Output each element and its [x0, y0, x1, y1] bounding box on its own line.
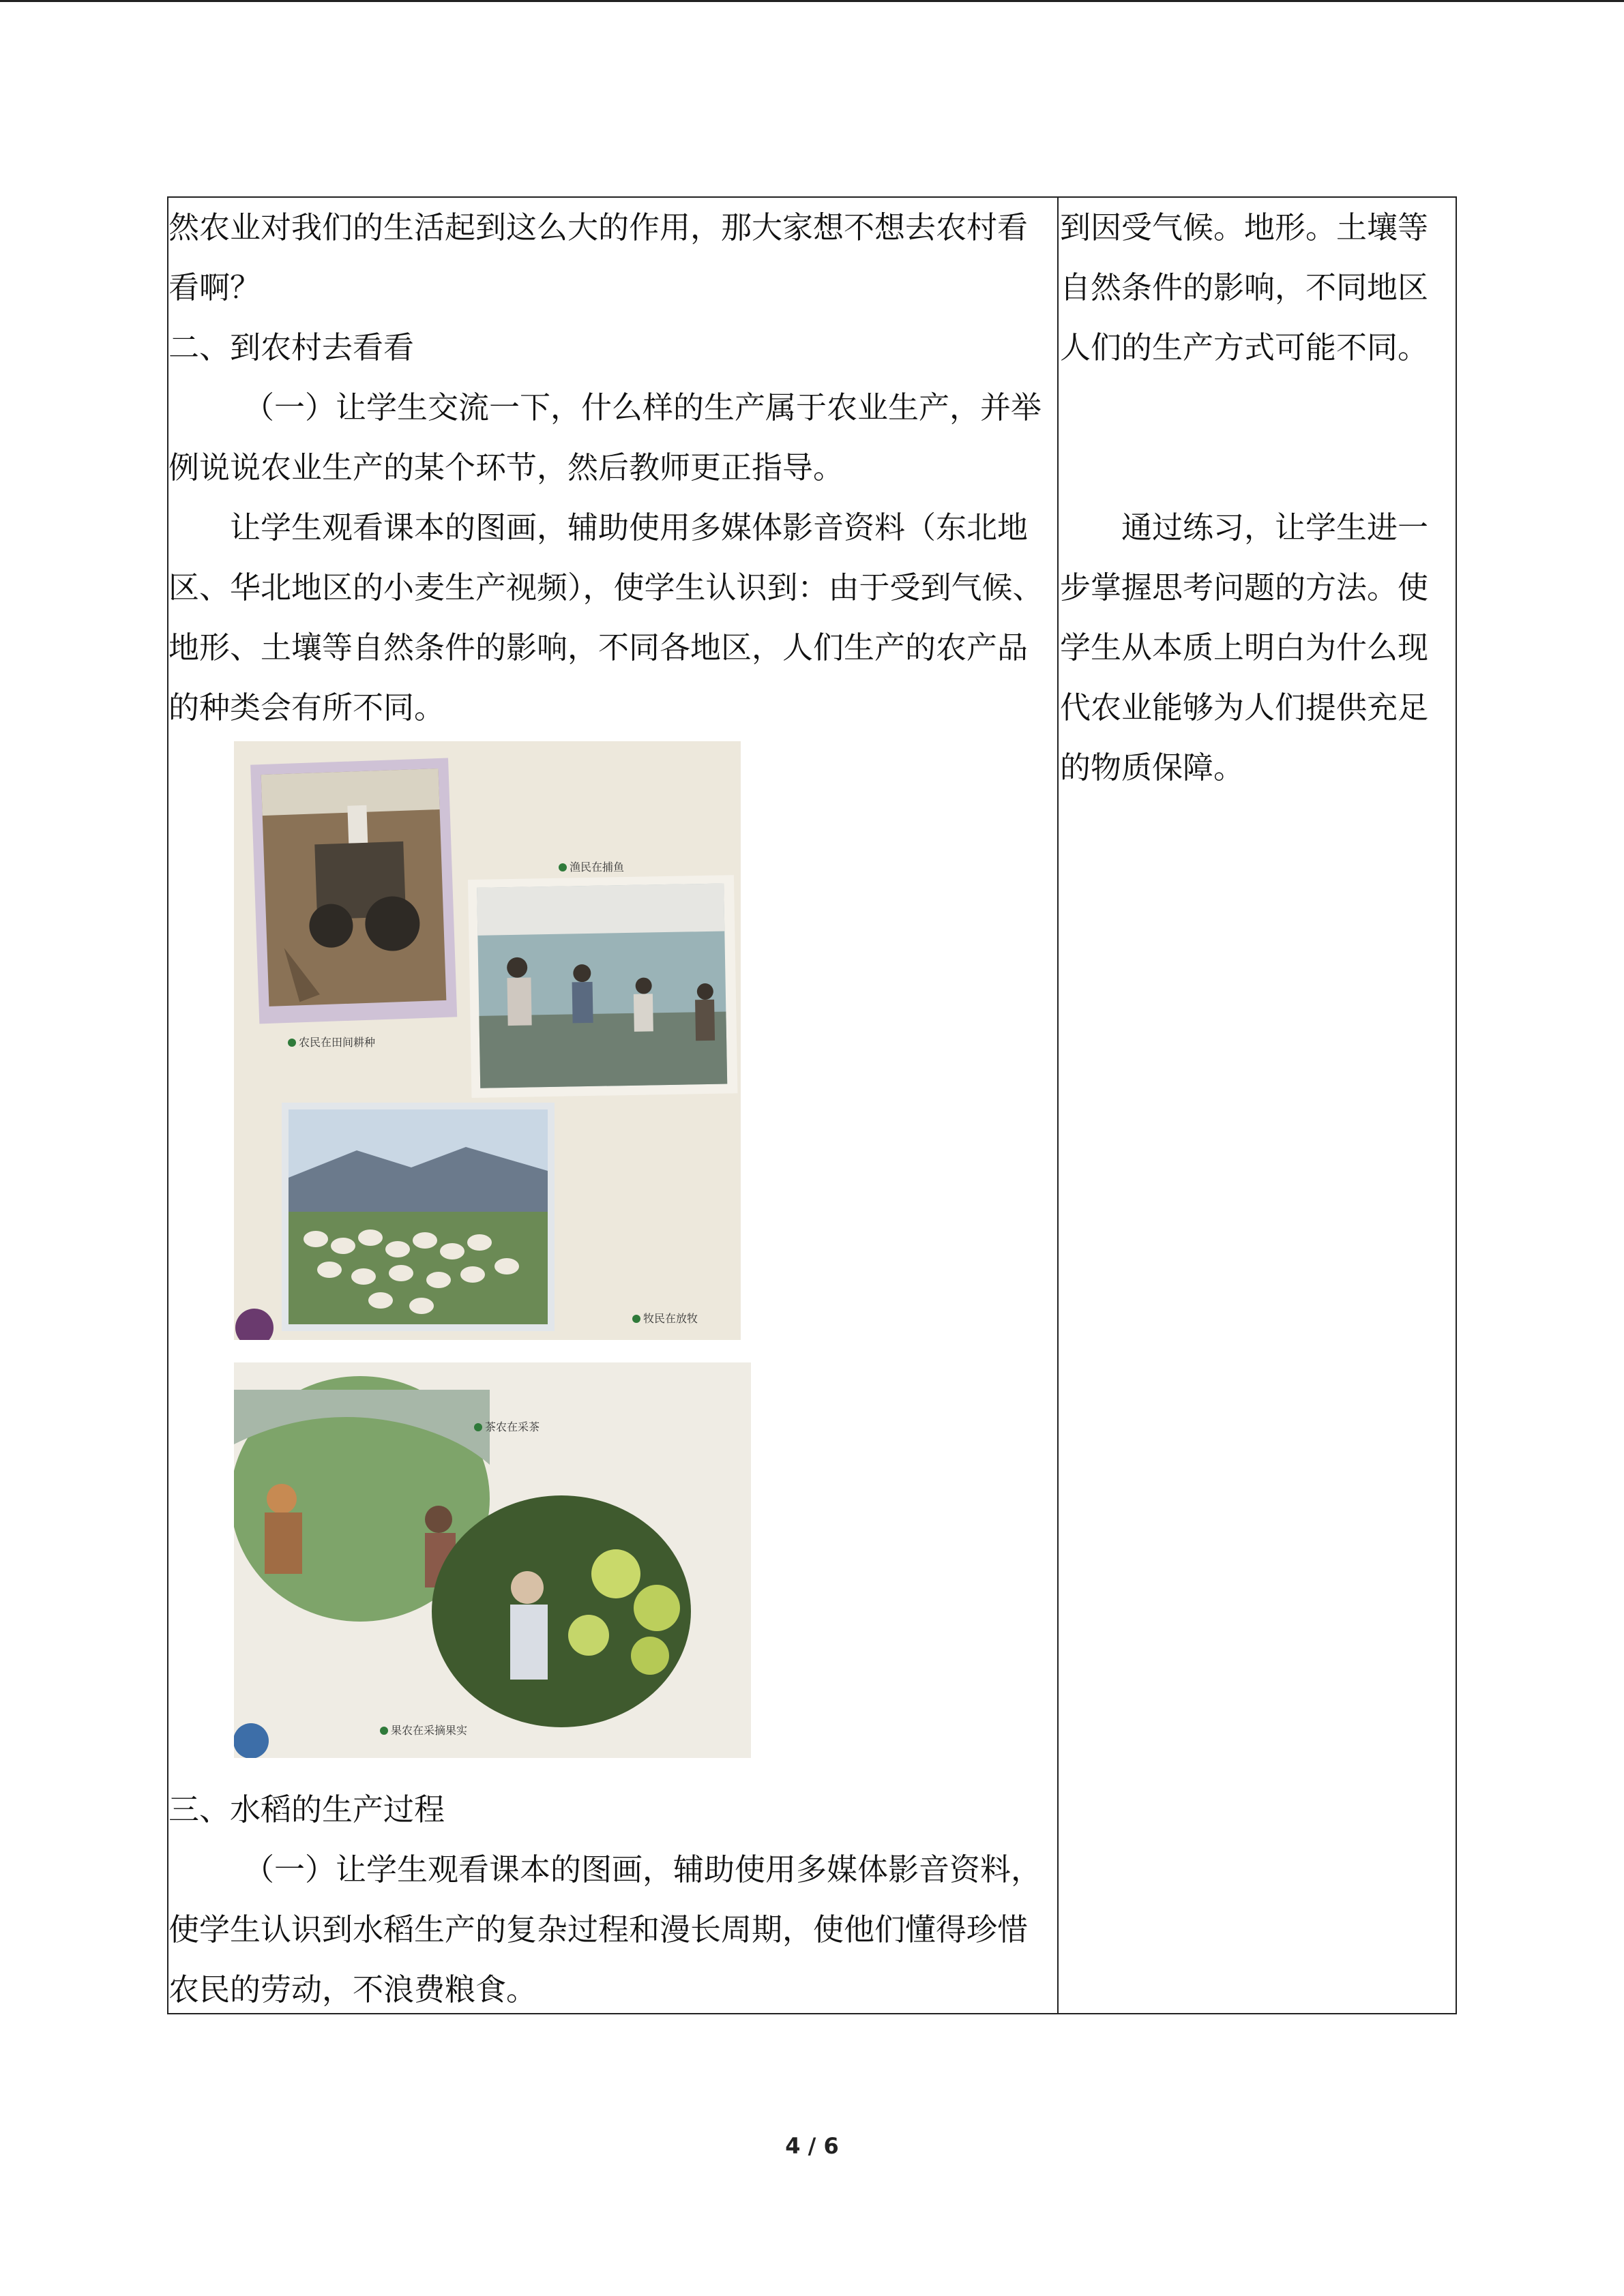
figure-2-illustration: [234, 1362, 751, 1758]
paragraph-2-1: （一）让学生交流一下，什么样的生产属于农业生产，并举例说说农业生产的某个环节，然后教师更正指导。: [168, 389, 1042, 486]
fishing-photo: [468, 875, 738, 1098]
textbook-figure-1: [234, 741, 741, 1340]
caption-farmer: 农民在田间耕种: [299, 1036, 376, 1049]
column-divider: [1057, 198, 1059, 2013]
textbook-figure-2: [234, 1362, 751, 1758]
fruit-picking-photo: [432, 1495, 691, 1727]
tractor-photo: [250, 758, 457, 1024]
caption-fruit-farmer: 果农在采摘果实: [391, 1724, 468, 1737]
herding-photo: [282, 1103, 555, 1331]
caption-tea-farmer: 茶农在采茶: [485, 1420, 540, 1433]
paragraph-3-1: （一）让学生观看课本的图画，辅助使用多媒体影音资料，使学生认识到水稻生产的复杂过程和漫长周期，使他们懂得珍惜农民的劳动，不浪费粮食。: [168, 1851, 1042, 2008]
figure-1-illustration: [234, 741, 741, 1340]
lesson-plan-table: [167, 196, 1457, 2014]
caption-herder: 牧民在放牧: [643, 1312, 698, 1325]
caption-fisher: 渔民在捕鱼: [570, 861, 625, 874]
paragraph-2-2: 让学生观看课本的图画，辅助使用多媒体影音资料（东北地区、华北地区的小麦生产视频），使学生认识到：由于受到气候、地形、土壤等自然条件的影响，不同各地区，人们生产的农产品的种类会有所不同。: [168, 509, 1044, 726]
right-paragraph-2: 通过练习，让学生进一步掌握思考问题的方法。使学生从本质上明白为什么现代农业能够为人们提供充足的物质保障。: [1060, 509, 1429, 786]
top-border-line: [0, 0, 1624, 2]
design-intent-column: [1060, 198, 1456, 798]
right-paragraph-1: 到因受气候。地形。土壤等自然条件的影响，不同地区人们的生产方式可能不同。: [1060, 209, 1429, 366]
section-3-heading: 三、水稻的生产过程: [168, 1791, 445, 1828]
section-3-block: [168, 1780, 1056, 2020]
teaching-process-column: [168, 198, 1056, 738]
section-2-heading: 二、到农村去看看: [168, 329, 415, 366]
page-number: 4 / 6: [785, 2133, 839, 2159]
paragraph-intro: 然农业对我们的生活起到这么大的作用，那大家想不想去农村看看啊？: [168, 209, 1029, 305]
